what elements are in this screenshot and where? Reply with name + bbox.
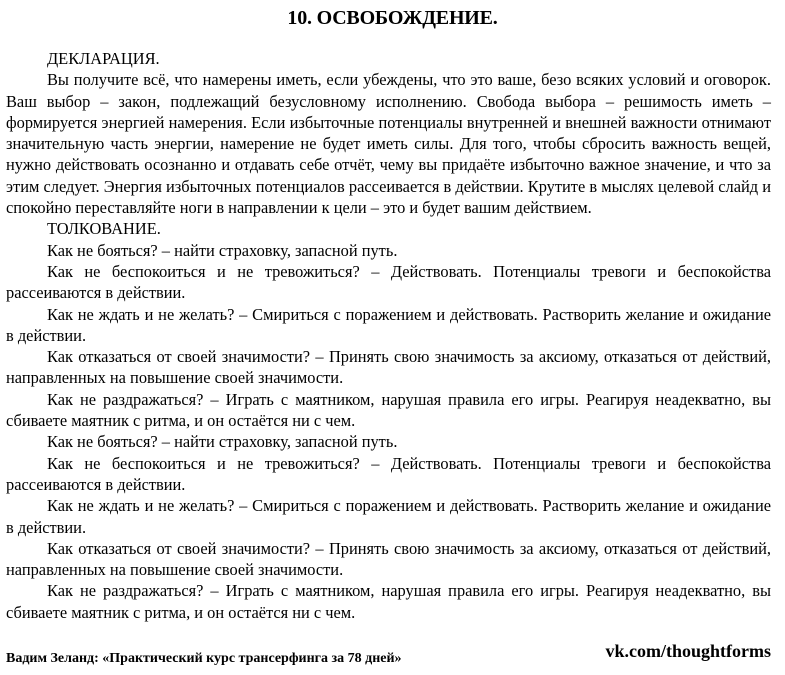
footer-link[interactable]: vk.com/thoughtforms bbox=[605, 641, 771, 661]
footer-book-title: Вадим Зеланд: «Практический курс трансерфинга за 78 дней» bbox=[6, 651, 402, 666]
paragraph: Как не бояться? – найти страховку, запасной путь. bbox=[47, 432, 398, 452]
paragraph: Как не беспокоиться и не тревожиться? – Действовать. Потенциалы тревоги и беспокойства рассеиваются в действии. bbox=[6, 261, 771, 303]
paragraph-declaration: Вы получите всё, что намерены иметь, если убеждены, что это ваше, безо всяких условий и оговорок. Ваш выбор – закон, подлежащий безусловному исполнению. Свобода выбора – решимость иметь – формируется энергией намерения. Если избыточные потенциалы внутренней и внешней важности отнимают значительную часть энергии, намерение не будет иметь силы. Для того, чтобы сбросить важность вещей, нужно действовать осознанно и отдавать себе отчёт, чему вы придаёте избыточно важное значение, и что за этим следует. Энергия избыточных потенциалов рассеивается в действии. Крутите в мыслях целевой слайд и спокойно переставляйте ноги в направлении к цели – это и будет вашим действием. bbox=[6, 70, 771, 218]
paragraph: Как не раздражаться? – Играть с маятником, нарушая правила его игры. Реагируя неадекватно, вы сбиваете маятник с ритма, и он остаётся ни с чем. bbox=[6, 581, 771, 622]
section-heading-declaration: ДЕКЛАРАЦИЯ. bbox=[47, 49, 160, 68]
paragraph: Как отказаться от своей значимости? – Принять свою значимость за аксиому, отказаться от действий, направленных на повышение своей значимости. bbox=[6, 538, 771, 580]
document-body bbox=[6, 48, 771, 623]
paragraph: Как отказаться от своей значимости? – Принять свою значимость за аксиому, отказаться от действий, направленных на повышение своей значимости. bbox=[6, 347, 771, 388]
page-title: 10. ОСВОБОЖДЕНИЕ. bbox=[287, 7, 498, 29]
paragraph: Как не ждать и не желать? – Смириться с поражением и действовать. Растворить желание и ожидание в действии. bbox=[6, 496, 771, 537]
paragraph: Как не ждать и не желать? – Смириться с поражением и действовать. Растворить желание и ожидание в действии. bbox=[6, 304, 771, 345]
paragraph: Как не бояться? – найти страховку, запасной путь. bbox=[47, 240, 398, 260]
paragraph: Как не беспокоиться и не тревожиться? – Действовать. Потенциалы тревоги и беспокойства рассеиваются в действии. bbox=[6, 453, 771, 494]
paragraph: Как не раздражаться? – Играть с маятником, нарушая правила его игры. Реагируя неадекватно, вы сбиваете маятник с ритма, и он остаётся ни с чем. bbox=[6, 389, 771, 431]
section-heading-interpretation: ТОЛКОВАНИЕ. bbox=[47, 219, 161, 239]
